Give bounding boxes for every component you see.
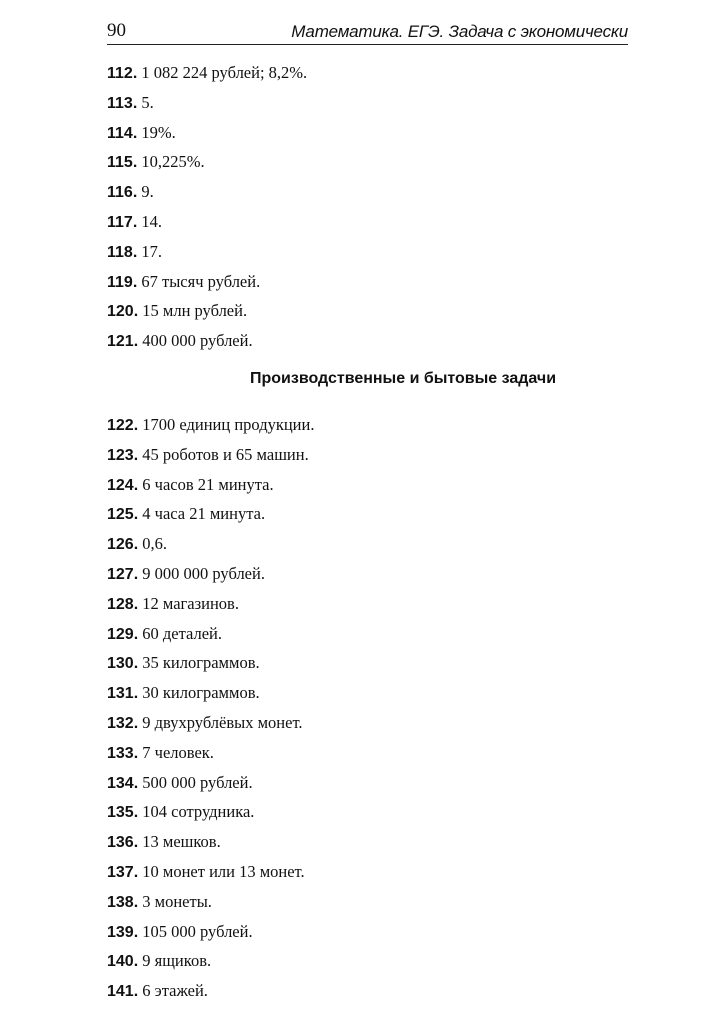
- answer-text: 15 млн рублей.: [142, 301, 248, 321]
- answer-text: 12 магазинов.: [142, 593, 239, 613]
- answer-number: 113.: [107, 94, 138, 112]
- answer-text: 1700 единиц продукции.: [142, 415, 315, 434]
- answer-text: 7 человек.: [142, 742, 214, 762]
- answer-number: 128.: [107, 595, 139, 613]
- answer-number: 140.: [107, 953, 139, 971]
- answer-number: 114.: [107, 124, 138, 142]
- answer-text: 9 000 000 рублей.: [142, 563, 265, 583]
- answer-item: [107, 678, 647, 708]
- answer-item: [107, 589, 647, 619]
- answer-number: 117.: [107, 213, 138, 231]
- answer-number: 131.: [107, 685, 139, 703]
- answers-list-part1: [107, 58, 647, 356]
- answer-item: [107, 326, 647, 356]
- answer-text: 500 000 рублей.: [142, 772, 253, 792]
- answer-number: 132.: [107, 714, 139, 732]
- answer-text: 9.: [141, 182, 154, 202]
- answer-number: 118.: [107, 243, 138, 261]
- answer-item: [107, 559, 647, 589]
- answer-item: [107, 267, 647, 297]
- answer-text: 17.: [141, 241, 163, 261]
- answer-item: [107, 976, 647, 1006]
- answer-item: [107, 237, 647, 267]
- answer-number: 139.: [107, 923, 139, 941]
- answer-item: [107, 797, 647, 827]
- answer-text: 9 ящиков.: [142, 951, 212, 971]
- answer-number: 134.: [107, 774, 139, 792]
- answer-text: 9 двухрублёвых монет.: [142, 712, 303, 732]
- answer-text: 35 килограммов.: [142, 653, 260, 673]
- answer-text: 0,6.: [142, 534, 168, 554]
- answer-item: [107, 619, 647, 649]
- answer-text: 3 монеты.: [142, 891, 212, 911]
- answer-item: [107, 207, 647, 237]
- answer-number: 141.: [107, 983, 139, 1001]
- answer-number: 116.: [107, 184, 138, 202]
- answer-number: 123.: [107, 446, 139, 464]
- answer-number: 130.: [107, 655, 139, 673]
- page-header: [107, 20, 628, 45]
- answer-number: 119.: [107, 273, 138, 291]
- answer-item: [107, 118, 647, 148]
- answer-item: [107, 470, 647, 500]
- answer-text: 6 часов 21 минута.: [142, 474, 274, 494]
- answer-number: 120.: [107, 303, 139, 321]
- answer-number: 138.: [107, 893, 139, 911]
- answer-number: 121.: [107, 333, 139, 351]
- answer-text: 60 деталей.: [142, 623, 223, 643]
- answer-number: 112.: [107, 65, 138, 82]
- answer-number: 125.: [107, 506, 139, 524]
- answer-item: [107, 296, 647, 326]
- answer-number: 126.: [107, 536, 139, 554]
- running-title: Математика. ЕГЭ. Задача с экономически: [291, 22, 628, 41]
- answer-number: 127.: [107, 565, 139, 583]
- answer-item: [107, 440, 647, 470]
- answer-text: 4 часа 21 минута.: [142, 504, 266, 524]
- answer-item: [107, 88, 647, 118]
- answer-number: 136.: [107, 834, 139, 852]
- answer-text: 6 этажей.: [142, 981, 208, 1001]
- answer-item: [107, 857, 647, 887]
- answer-item: [107, 708, 647, 738]
- answer-text: 19%.: [141, 122, 176, 142]
- answer-item: [107, 738, 647, 768]
- answer-number: 133.: [107, 744, 139, 762]
- answer-text: 400 000 рублей.: [142, 331, 253, 351]
- answer-number: 137.: [107, 863, 139, 881]
- answer-text: 105 000 рублей.: [142, 921, 253, 941]
- answer-item: [107, 410, 647, 440]
- answer-number: 124.: [107, 476, 139, 494]
- answer-text: 5.: [141, 92, 154, 112]
- answer-item: [107, 887, 647, 917]
- answer-text: 104 сотрудника.: [142, 802, 255, 822]
- answer-text: 13 мешков.: [142, 832, 221, 852]
- answer-text: 10 монет или 13 монет.: [142, 861, 305, 881]
- section-heading: Производственные и бытовые задачи: [250, 370, 557, 387]
- answer-text: 30 килограммов.: [142, 683, 260, 703]
- page-number: 90: [107, 20, 126, 41]
- answer-text: 1 082 224 рублей; 8,2%.: [141, 63, 308, 82]
- answer-item: [107, 768, 647, 798]
- answer-number: 129.: [107, 625, 139, 643]
- answer-item: [107, 499, 647, 529]
- answer-item: [107, 827, 647, 857]
- answer-item: [107, 529, 647, 559]
- answer-text: 67 тысяч рублей.: [141, 271, 261, 291]
- answer-number: 135.: [107, 804, 139, 822]
- answer-item: [107, 58, 647, 88]
- answer-item: [107, 946, 647, 976]
- answer-item: [107, 177, 647, 207]
- answer-text: 14.: [141, 211, 163, 231]
- answers-list-part2: [107, 410, 647, 1006]
- answer-number: 122.: [107, 417, 139, 434]
- answer-text: 45 роботов и 65 машин.: [142, 444, 309, 464]
- answer-text: 10,225%.: [141, 152, 205, 172]
- answer-number: 115.: [107, 154, 138, 172]
- answer-item: [107, 147, 647, 177]
- answer-item: [107, 648, 647, 678]
- answer-item: [107, 917, 647, 947]
